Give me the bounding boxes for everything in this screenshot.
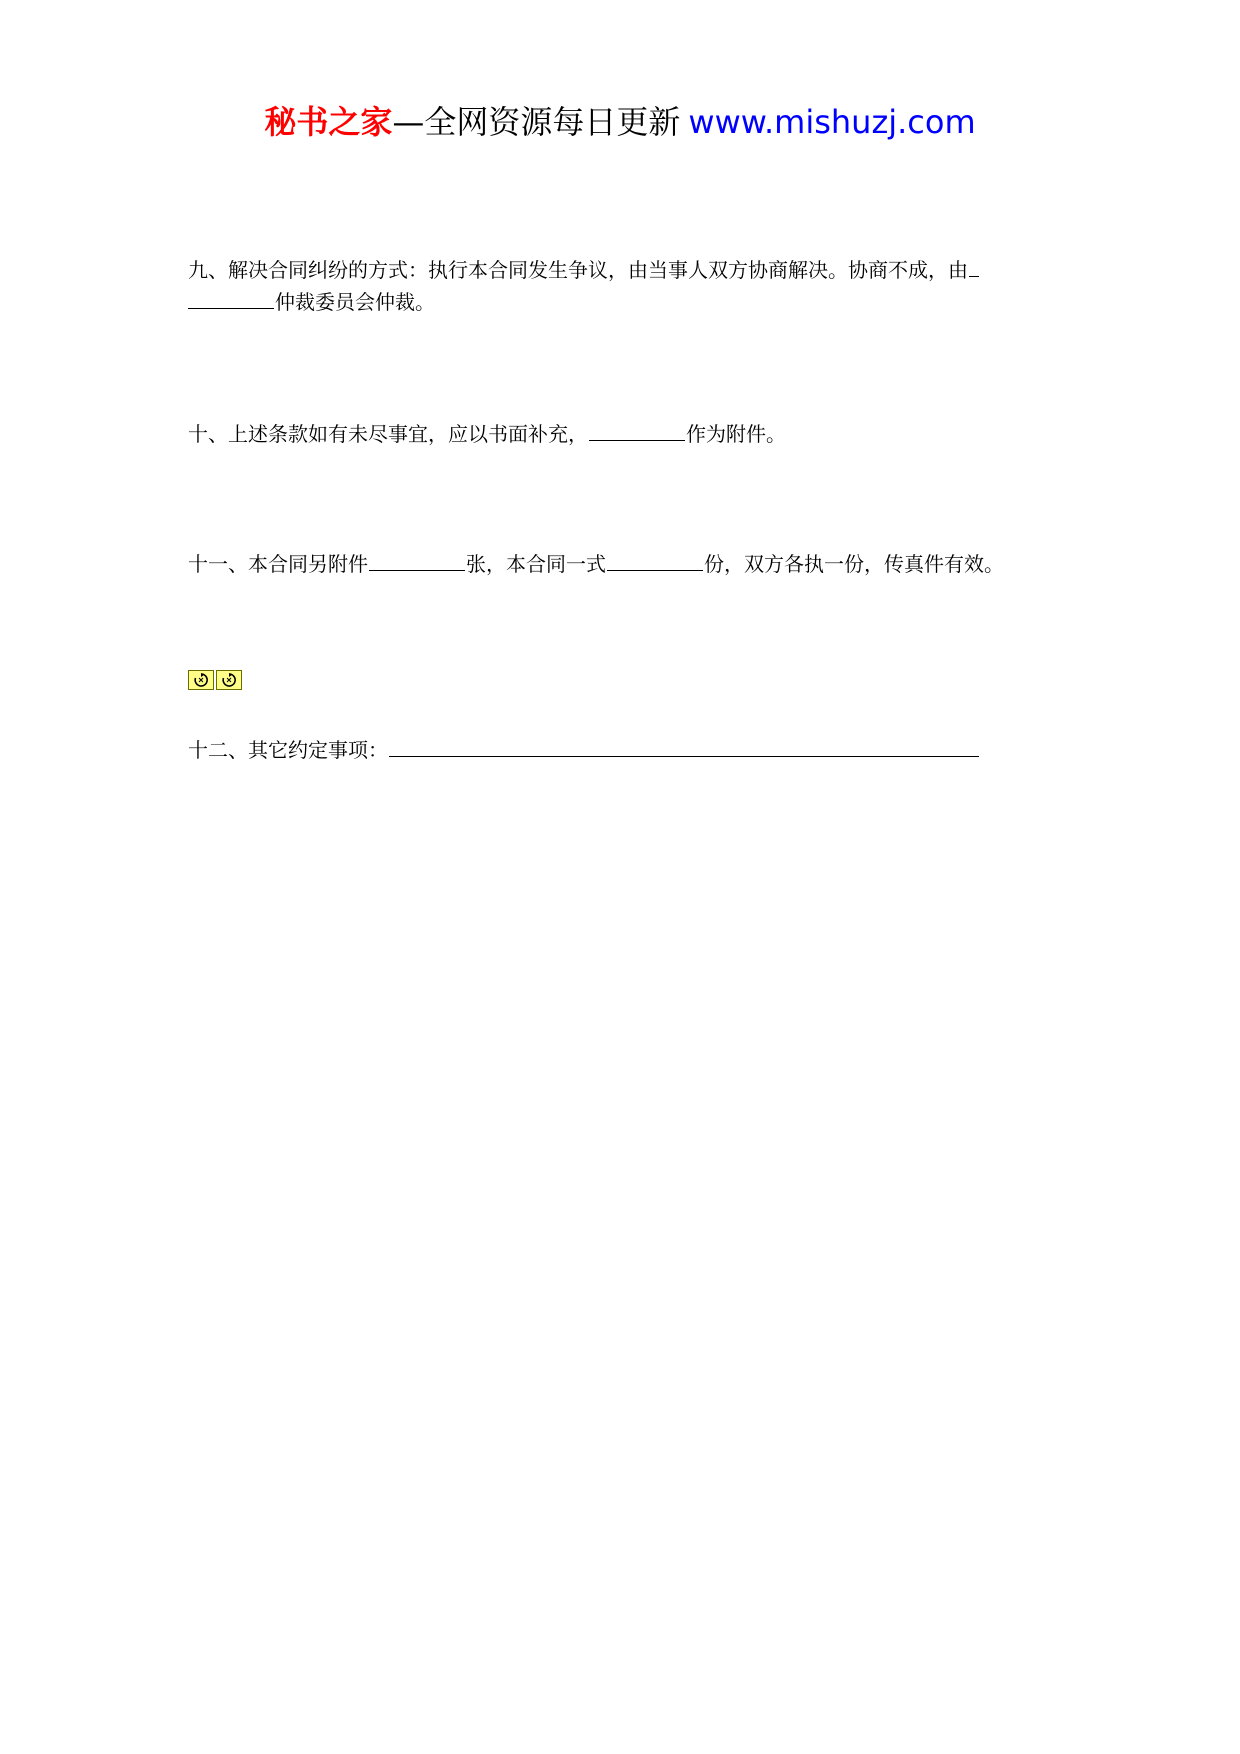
clause-11-blank-b (607, 550, 703, 571)
clause-9-blank-b (188, 288, 274, 309)
clause-10-blank (589, 420, 685, 441)
clause-9-text-a: 九、解决合同纠纷的方式：执行本合同发生争议，由当事人双方协商解决。协商不成，由 (188, 258, 968, 282)
clause-11-text-c: 份，双方各执一份，传真件有效。 (704, 552, 1004, 576)
icon-strip (188, 670, 242, 692)
clause-12-blank (389, 736, 979, 757)
clause-10-text-a: 十、上述条款如有未尽事宜，应以书面补充， (188, 422, 588, 446)
clause-11-text-a: 十一、本合同另附件 (188, 552, 368, 576)
clause-12 (188, 734, 1068, 766)
clause-9-blank-a (969, 256, 979, 277)
clause-11-blank-a (369, 550, 465, 571)
clause-12-text: 十二、其它约定事项： (188, 738, 388, 762)
clause-11-text-b: 张，本合同一式 (466, 552, 606, 576)
refresh-icon (188, 670, 214, 690)
clause-11 (188, 548, 1068, 580)
clause-9 (188, 254, 1068, 318)
brand-name: 秘书之家 (264, 103, 393, 141)
clause-10-text-b: 作为附件。 (686, 422, 786, 446)
refresh-icon-glyph (221, 672, 237, 688)
clause-10 (188, 418, 1068, 450)
refresh-icon (216, 670, 242, 690)
refresh-icon-glyph (193, 672, 209, 688)
website-link[interactable]: www.mishuzj.com (688, 103, 976, 141)
header-tagline: —全网资源每日更新 (392, 103, 681, 141)
clause-9-text-b: 仲裁委员会仲裁。 (275, 290, 435, 314)
page-header (0, 100, 1240, 144)
